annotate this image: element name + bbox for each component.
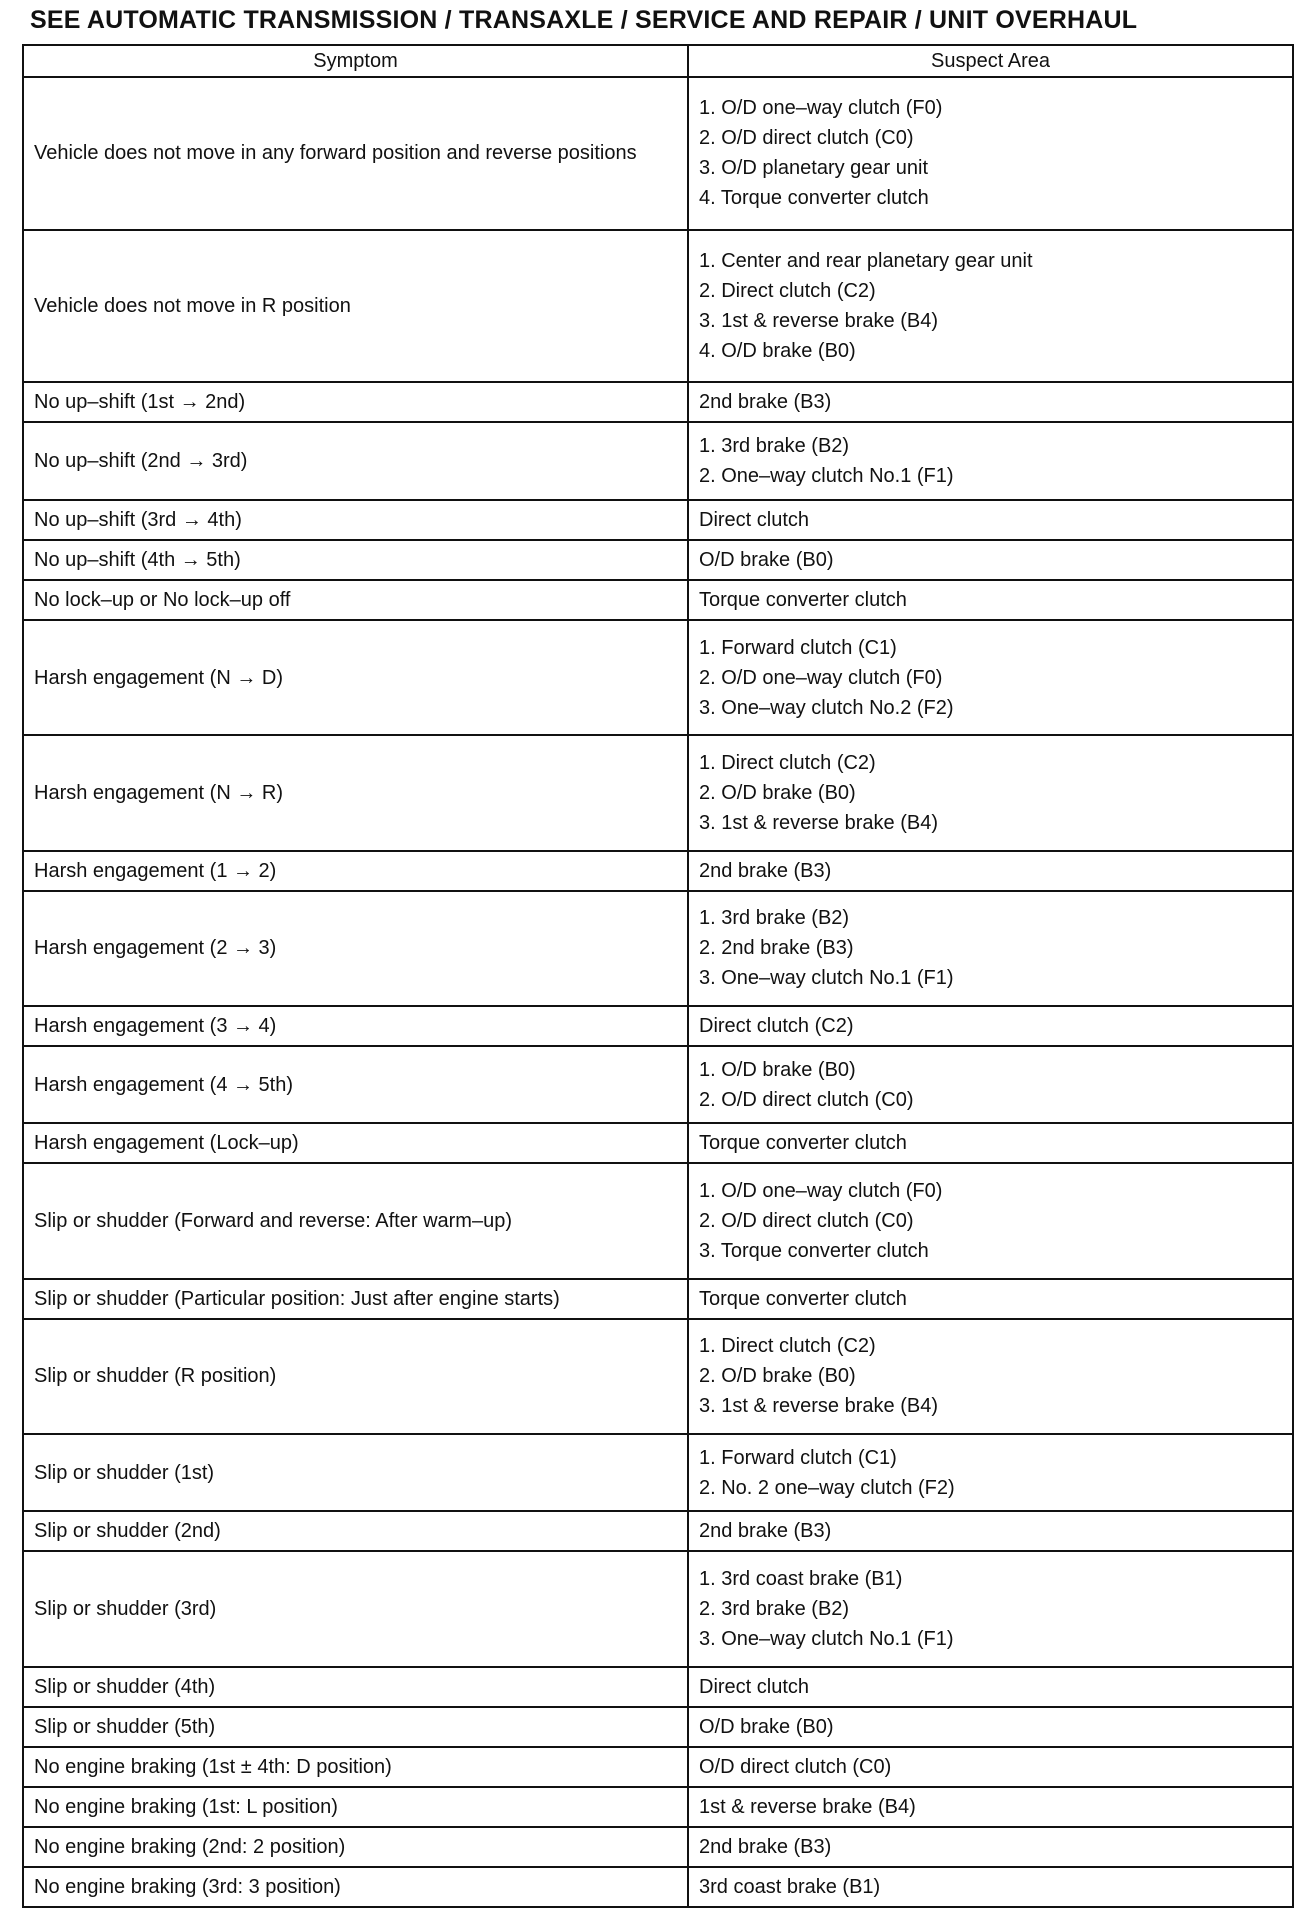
table-row: [23, 1867, 1293, 1907]
table-row: [23, 1123, 1293, 1163]
table-row: [23, 77, 1293, 230]
table-row: [23, 1667, 1293, 1707]
suspect-list: [699, 246, 1292, 366]
suspect-area-cell: [688, 1667, 1293, 1707]
suspect-item: 2. One–way clutch No.1 (F1): [699, 465, 954, 488]
suspect-list: [699, 1516, 1292, 1546]
symptom-cell: Slip or shudder (3rd): [23, 1551, 688, 1666]
symptom-cell: Vehicle does not move in R position: [23, 230, 688, 383]
suspect-list: [699, 1872, 1292, 1902]
symptom-cell: No up–shift (3rd → 4th): [23, 500, 688, 540]
suspect-list: [699, 1712, 1292, 1742]
suspect-area-cell: [688, 1434, 1293, 1512]
suspect-item: 1. Forward clutch (C1): [699, 1446, 897, 1469]
symptom-cell: No up–shift (4th → 5th): [23, 540, 688, 580]
symptom-cell: Harsh engagement (1 → 2): [23, 851, 688, 891]
table-row: [23, 1551, 1293, 1666]
suspect-area-cell: [688, 1511, 1293, 1551]
suspect-item: Torque converter clutch: [699, 1132, 907, 1155]
suspect-item: 1. 3rd brake (B2): [699, 435, 850, 458]
suspect-area-cell: [688, 1319, 1293, 1434]
suspect-item: 3. One–way clutch No.2 (F2): [699, 696, 954, 719]
suspect-item: 2. O/D direct clutch (C0): [699, 1209, 914, 1232]
suspect-area-cell: [688, 1046, 1293, 1124]
suspect-item: 4. Torque converter clutch: [699, 187, 929, 210]
suspect-list: [699, 545, 1292, 575]
symptom-cell: Slip or shudder (Particular position: Just after engine starts): [23, 1279, 688, 1319]
symptom-cell: No lock–up or No lock–up off: [23, 580, 688, 620]
suspect-item: 2nd brake (B3): [699, 1835, 832, 1858]
suspect-list: [699, 1672, 1292, 1702]
table-row: [23, 230, 1293, 383]
table-row: [23, 580, 1293, 620]
suspect-list: [699, 633, 1292, 723]
page-header: SEE AUTOMATIC TRANSMISSION / TRANSAXLE / SERVICE AND REPAIR / UNIT OVERHAUL: [30, 6, 1138, 34]
table-row: [23, 540, 1293, 580]
suspect-list: [699, 748, 1292, 838]
symptom-cell: Harsh engagement (2 → 3): [23, 891, 688, 1006]
suspect-area-cell: [688, 1279, 1293, 1319]
suspect-item: 2. O/D direct clutch (C0): [699, 1088, 914, 1111]
suspect-item: 2. O/D brake (B0): [699, 1365, 856, 1388]
suspect-list: [699, 1331, 1292, 1421]
suspect-area-cell: [688, 1123, 1293, 1163]
suspect-area-cell: [688, 1867, 1293, 1907]
table-row: [23, 1319, 1293, 1434]
suspect-item: 1. O/D one–way clutch (F0): [699, 1179, 943, 1202]
suspect-list: [699, 431, 1292, 491]
suspect-item: Direct clutch: [699, 509, 810, 532]
suspect-list: [699, 1792, 1292, 1822]
suspect-area-cell: [688, 382, 1293, 422]
table-row: [23, 1434, 1293, 1512]
table-row: [23, 1707, 1293, 1747]
symptom-cell: Slip or shudder (1st): [23, 1434, 688, 1512]
symptom-cell: Harsh engagement (N → R): [23, 735, 688, 850]
suspect-list: [699, 1443, 1292, 1503]
suspect-list: [699, 1055, 1292, 1115]
suspect-item: 2. 2nd brake (B3): [699, 937, 854, 960]
suspect-item: 3rd coast brake (B1): [699, 1875, 881, 1898]
suspect-item: 1. 3rd brake (B2): [699, 907, 850, 930]
suspect-area-cell: [688, 1787, 1293, 1827]
suspect-area-cell: [688, 1163, 1293, 1278]
suspect-item: 1. Direct clutch (C2): [699, 751, 876, 774]
suspect-list: [699, 585, 1292, 615]
suspect-item: 1. 3rd coast brake (B1): [699, 1567, 903, 1590]
symptom-cell: No up–shift (1st → 2nd): [23, 382, 688, 422]
suspect-item: 1. Direct clutch (C2): [699, 1335, 876, 1358]
table-row: [23, 422, 1293, 500]
suspect-area-cell: [688, 1006, 1293, 1046]
suspect-item: 1st & reverse brake (B4): [699, 1795, 916, 1818]
suspect-item: 2. No. 2 one–way clutch (F2): [699, 1476, 955, 1499]
suspect-item: Torque converter clutch: [699, 1287, 907, 1310]
symptom-cell: No engine braking (1st: L position): [23, 1787, 688, 1827]
suspect-area-cell: [688, 851, 1293, 891]
suspect-item: 1. Center and rear planetary gear unit: [699, 250, 1033, 273]
symptom-cell: Slip or shudder (4th): [23, 1667, 688, 1707]
symptom-cell: Slip or shudder (R position): [23, 1319, 688, 1434]
suspect-list: [699, 1011, 1292, 1041]
suspect-item: 2. O/D direct clutch (C0): [699, 127, 914, 150]
suspect-list: [699, 1752, 1292, 1782]
symptom-table: [22, 44, 1294, 1908]
suspect-item: O/D direct clutch (C0): [699, 1755, 892, 1778]
suspect-item: 2. Direct clutch (C2): [699, 280, 876, 303]
table-row: [23, 620, 1293, 735]
symptom-cell: Slip or shudder (5th): [23, 1707, 688, 1747]
suspect-area-cell: [688, 1551, 1293, 1666]
table-row: [23, 1006, 1293, 1046]
suspect-item: 1. Forward clutch (C1): [699, 636, 897, 659]
suspect-list: [699, 505, 1292, 535]
suspect-item: 3. One–way clutch No.1 (F1): [699, 1627, 954, 1650]
suspect-list: [699, 856, 1292, 886]
table-row: [23, 735, 1293, 850]
suspect-area-cell: [688, 620, 1293, 735]
symptom-cell: Vehicle does not move in any forward position and reverse positions: [23, 77, 688, 230]
suspect-item: 3. 1st & reverse brake (B4): [699, 310, 938, 333]
suspect-item: 3. One–way clutch No.1 (F1): [699, 967, 954, 990]
table-row: [23, 1827, 1293, 1867]
suspect-item: O/D brake (B0): [699, 1715, 834, 1738]
suspect-area-cell: [688, 77, 1293, 230]
table-row: [23, 382, 1293, 422]
suspect-area-cell: [688, 735, 1293, 850]
table-row: [23, 500, 1293, 540]
suspect-area-cell: [688, 540, 1293, 580]
table-row: [23, 1787, 1293, 1827]
suspect-item: Direct clutch: [699, 1675, 810, 1698]
symptom-cell: Slip or shudder (2nd): [23, 1511, 688, 1551]
table-row: [23, 1163, 1293, 1278]
suspect-item: 4. O/D brake (B0): [699, 340, 856, 363]
suspect-list: [699, 1284, 1292, 1314]
symptom-cell: Harsh engagement (4 → 5th): [23, 1046, 688, 1124]
suspect-item: 2. 3rd brake (B2): [699, 1597, 850, 1620]
suspect-list: [699, 1832, 1292, 1862]
suspect-area-cell: [688, 500, 1293, 540]
suspect-area-cell: [688, 422, 1293, 500]
suspect-item: 3. 1st & reverse brake (B4): [699, 1395, 938, 1418]
column-header-suspect-area: Suspect Area: [688, 45, 1293, 77]
suspect-item: 3. 1st & reverse brake (B4): [699, 811, 938, 834]
symptom-cell: Harsh engagement (Lock–up): [23, 1123, 688, 1163]
suspect-area-cell: [688, 230, 1293, 383]
suspect-list: [699, 1176, 1292, 1266]
suspect-area-cell: [688, 1707, 1293, 1747]
table-header-row: [23, 45, 1293, 77]
table-row: [23, 1747, 1293, 1787]
suspect-list: [699, 1128, 1292, 1158]
table-row: [23, 1046, 1293, 1124]
suspect-area-cell: [688, 580, 1293, 620]
suspect-area-cell: [688, 1827, 1293, 1867]
suspect-item: 3. O/D planetary gear unit: [699, 157, 929, 180]
symptom-cell: No up–shift (2nd → 3rd): [23, 422, 688, 500]
suspect-item: 2nd brake (B3): [699, 391, 832, 414]
symptom-cell: No engine braking (1st ± 4th: D position): [23, 1747, 688, 1787]
suspect-item: 2. O/D one–way clutch (F0): [699, 666, 943, 689]
suspect-item: 1. O/D one–way clutch (F0): [699, 97, 943, 120]
suspect-item: Direct clutch (C2): [699, 1014, 854, 1037]
table-row: [23, 1279, 1293, 1319]
symptom-cell: No engine braking (2nd: 2 position): [23, 1827, 688, 1867]
symptom-cell: Slip or shudder (Forward and reverse: After warm–up): [23, 1163, 688, 1278]
table-row: [23, 891, 1293, 1006]
suspect-area-cell: [688, 891, 1293, 1006]
suspect-item: O/D brake (B0): [699, 549, 834, 572]
symptom-cell: No engine braking (3rd: 3 position): [23, 1867, 688, 1907]
suspect-list: [699, 1564, 1292, 1654]
suspect-item: 3. Torque converter clutch: [699, 1239, 929, 1262]
table-row: [23, 851, 1293, 891]
suspect-item: 2nd brake (B3): [699, 1520, 832, 1543]
table-row: [23, 1511, 1293, 1551]
suspect-item: 2. O/D brake (B0): [699, 781, 856, 804]
suspect-list: [699, 903, 1292, 993]
suspect-item: 2nd brake (B3): [699, 859, 832, 882]
symptom-cell: Harsh engagement (N → D): [23, 620, 688, 735]
suspect-item: Torque converter clutch: [699, 589, 907, 612]
suspect-list: [699, 93, 1292, 213]
suspect-item: 1. O/D brake (B0): [699, 1058, 856, 1081]
suspect-area-cell: [688, 1747, 1293, 1787]
column-header-symptom: Symptom: [23, 45, 688, 77]
suspect-list: [699, 387, 1292, 417]
symptom-cell: Harsh engagement (3 → 4): [23, 1006, 688, 1046]
